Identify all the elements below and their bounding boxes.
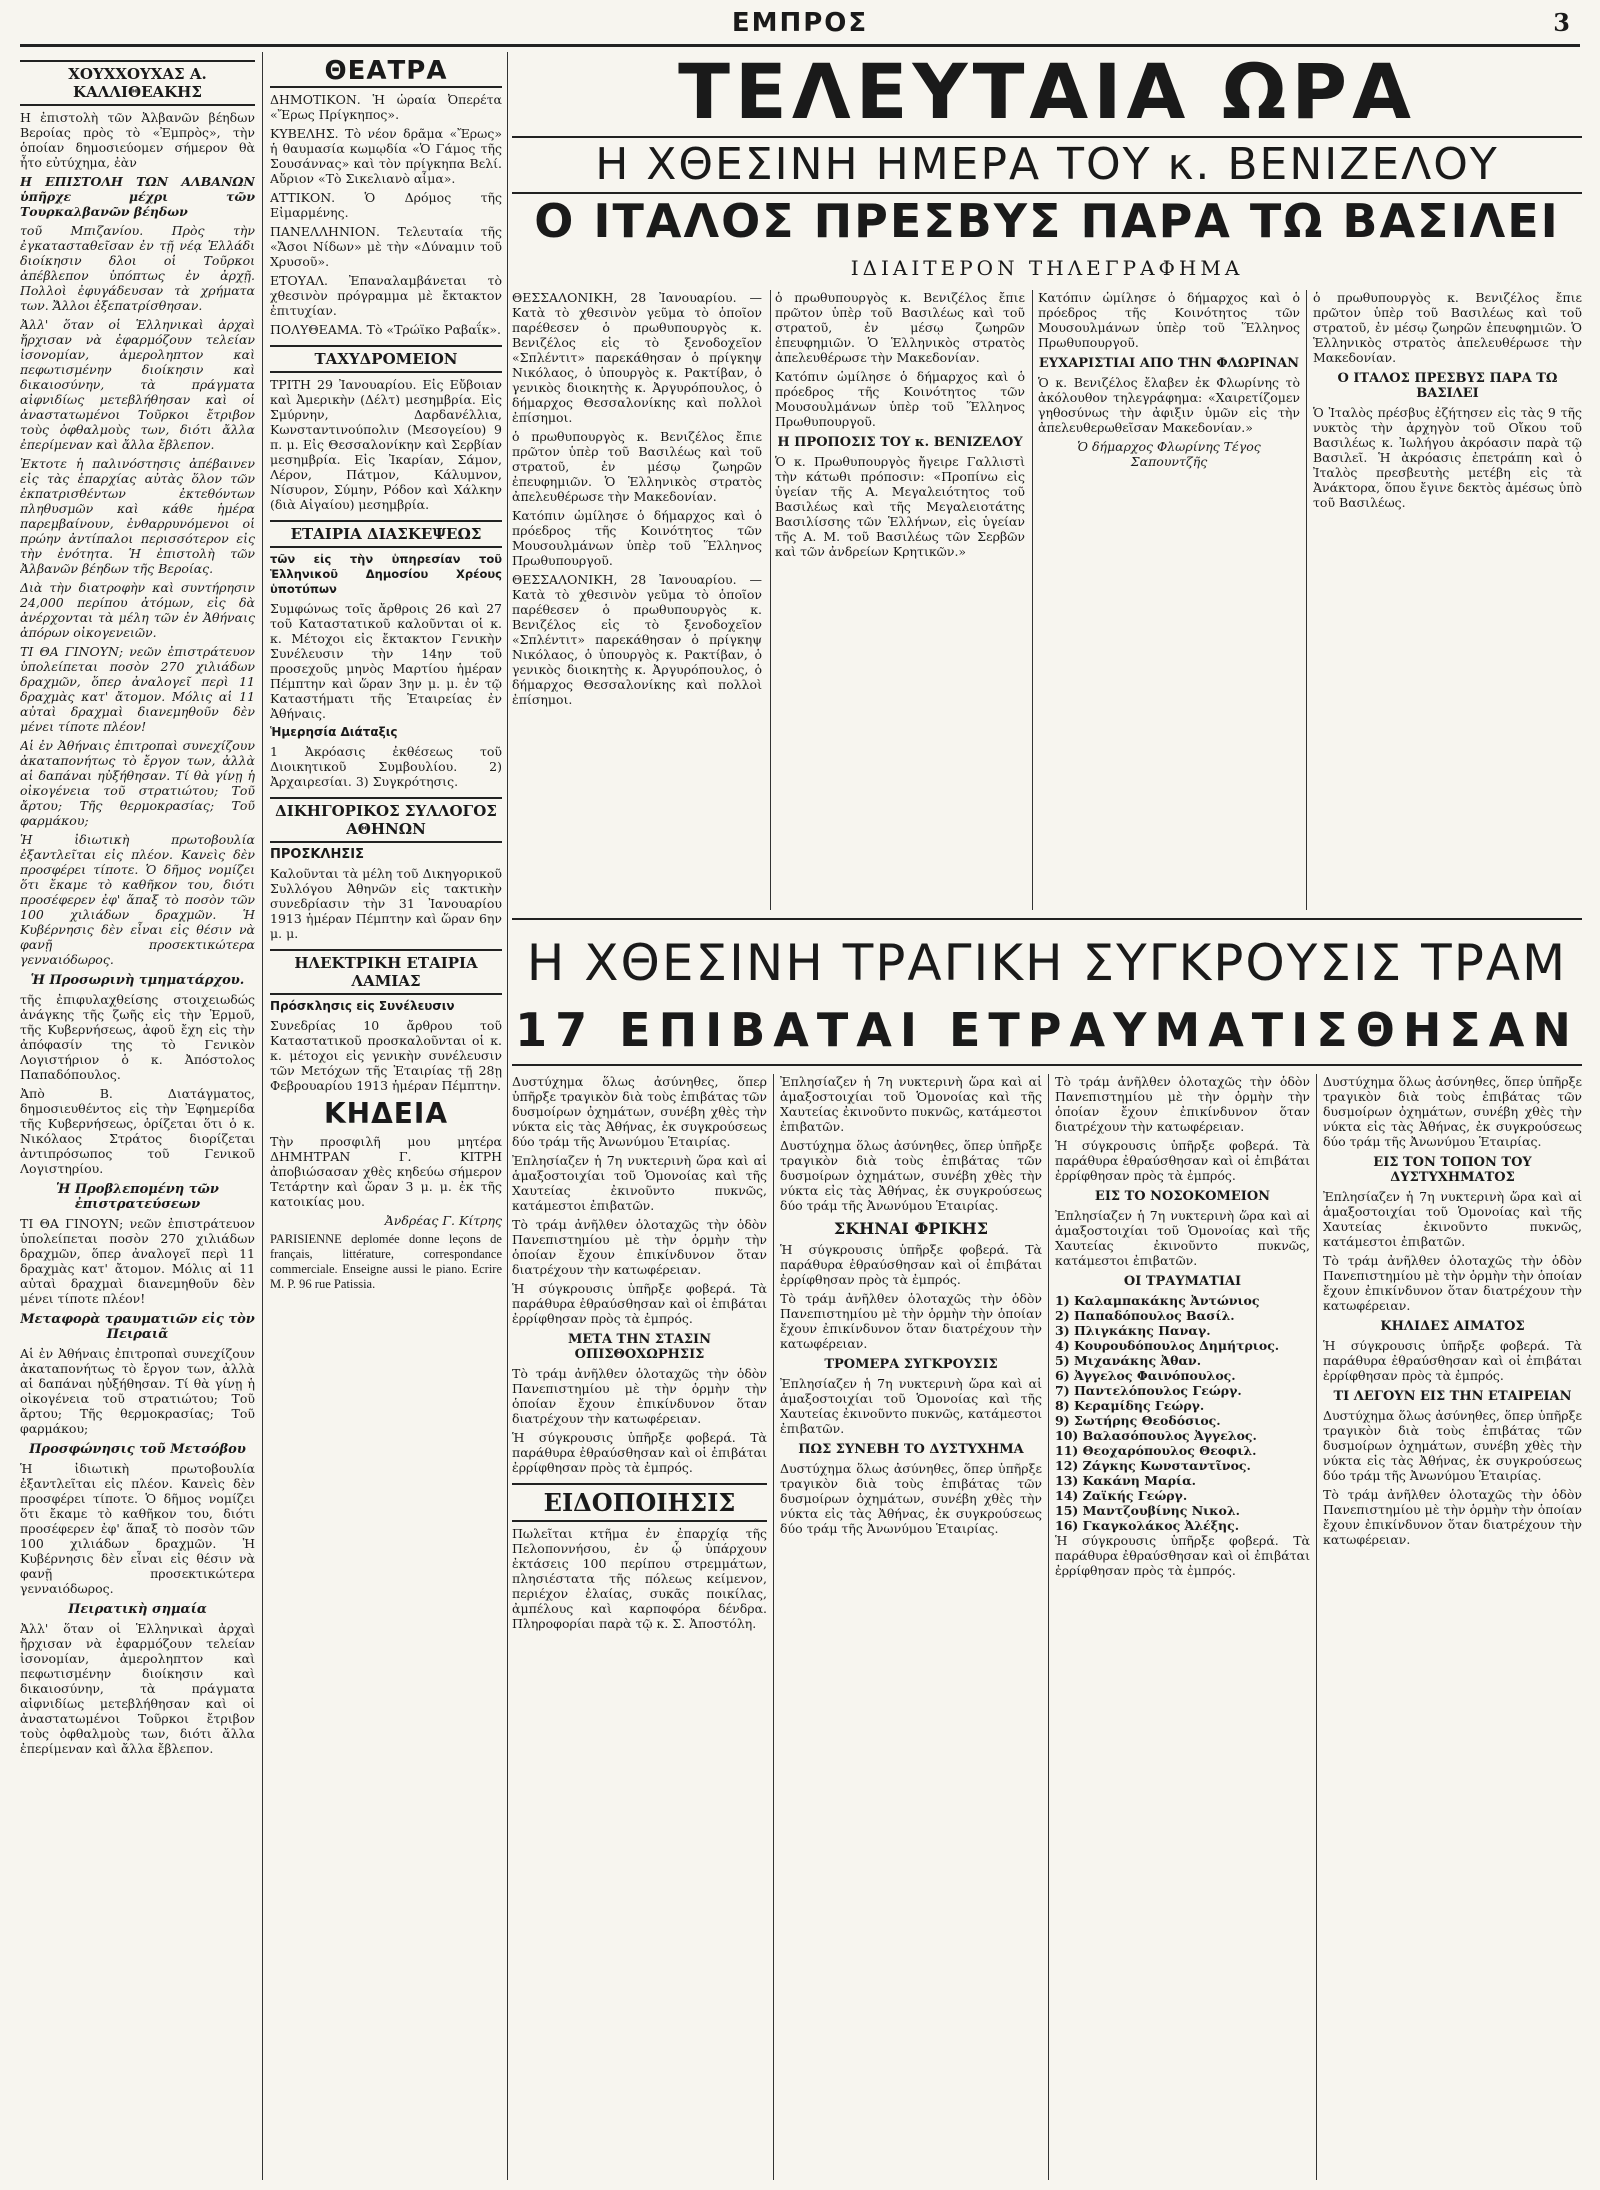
injured-item: 3) Πλιγκάκης Παναγ. [1055,1323,1211,1338]
section-rule [512,1064,1582,1066]
tram-paragraph: Τὸ τράμ ἀνῆλθεν ὁλοταχῶς τὴν ὁδὸν Πανεπιστημίου μὲ τὴν ὁρμὴν τὴν ὁποίαν ἔχουν ἐπικίνδυνον ὅταν διατρέχουν τὴν κατωφέρειαν. [512,1217,767,1277]
tram-col-2 [780,1074,1042,2180]
electric-heading: ΗΛΕΚΤΡΙΚΗ ΕΤΑΙΡΙΑ ΛΑΜΙΑΣ [270,949,502,995]
col1-paragraph: Ἡ ἰδιωτικὴ πρωτοβουλία ἐξαντλεῖται εἰς πλέον. Κανεὶς δὲν προσφέρει τίποτε. Ὁ δῆμος νομίζει ὅτι ἔκαμε τὸ καθῆκον του, διότι προσέφερεν ἐφ' ἅπαξ τὸ ποσὸν τῶν 100 χιλιάδων δραχμῶν. Ἡ Κυβέρνησις δὲν εἶναι εἰς θέσιν νὰ φανῇ προσεκτικώτερα γενναιόδωρος. [20,1461,255,1596]
tram-paragraph: Δυστύχημα ὅλως ἀσύνηθες, ὅπερ ὑπῆρξε τραγικὸν διὰ τοὺς ἐπιβάτας τῶν δυσμοίρων ὀχημάτων, συνέβη χθὲς τὴν νύκτα εἰς τὰς Ἀθήνας, ἐκ συγκρούσεως δύο τράμ τῆς Ἀνωνύμου Ἑταιρίας. [512,1074,767,1149]
injured-item: 2) Παπαδόπουλος Βασίλ. [1055,1308,1235,1323]
telegram-col-3 [1038,290,1300,900]
injured-item: 5) Μιχανάκης Ἀθαν. [1055,1353,1202,1368]
invites-text: Καλοῦνται τὰ μέλη τοῦ Δικηγορικοῦ Συλλόγου Ἀθηνῶν εἰς τακτικὴν συνεδρίασιν τὴν 31 Ἰανουαρίου 1913 ἡμέραν Πέμπτην καὶ ὥραν 6ην μ. μ. [270,866,502,941]
electric-text: Συνεδρίας 10 ἄρθρου τοῦ Καταστατικοῦ προσκαλοῦνται οἱ κ. κ. μέτοχοι εἰς γενικὴν συνέλευσιν τῶν Μετόχων τῆς Ἑταιρίας τῇ 28ῃ Φεβρουαρίου 1913 ἡμέραν Πέμπτην. [270,1018,502,1093]
injured-item: 9) Σωτήρης Θεοδόσιος. [1055,1413,1221,1428]
funeral-heading: ΚΗΔΕΙΑ [323,1097,448,1130]
telegram-paragraph: Κατόπιν ὡμίλησε ὁ δήμαρχος καὶ ὁ πρόεδρος τῆς Κοινότητος τῶν Μουσουλμάνων ὑπὲρ τοῦ Ἕλληνος Πρωθυπουργοῦ. [775,369,1025,429]
telegram-paragraph: Κατόπιν ὡμίλησε ὁ δήμαρχος καὶ ὁ πρόεδρος τῆς Κοινότητος τῶν Μουσουλμάνων ὑπὲρ τοῦ Ἕλληνος Πρωθυπουργοῦ. [512,508,762,568]
col1-paragraph: τῆς ἐπιφυλαχθείσης στοιχειωδώς ἀνάγκης τῆς ζωῆς εἰς τὴν Ἐρμοῦ, τῆς Κυβερνήσεως, ἀφοῦ ἔχη εἰς τὴν ἀπόφασίν της τὸ Γενικὸν Λογιστήριον ὁ κ. Ἀπόστολος Παπαδόπουλος. [20,992,255,1082]
tram-subheading: ΠΩΣ ΣΥΝΕΒΗ ΤΟ ΔΥΣΤΥΧΗΜΑ [798,1442,1024,1457]
injured-item: 16) Γκαγκολάκος Ἀλέξης. [1055,1518,1240,1533]
tram-subheading: ΕΙΣ ΤΟ ΝΟΣΟΚΟΜΕΙΟΝ [1094,1189,1271,1204]
col1-paragraph: Η ἐπιστολὴ τῶν Ἀλβανῶν βέηδων Βεροίας πρὸς τὸ «Ἐμπρὸς», τὴν ὁποίαν δημοσιεύομεν σήμερον θὰ ἦτο εὐτύχημα, ἐὰν [20,110,255,170]
tram-paragraph: Ἐπλησίαζεν ἡ 7η νυκτερινὴ ὥρα καὶ αἱ ἁμαξοστοιχίαι τοῦ Ὁμονοίας καὶ τῆς Χαυτείας ἐκινοῦντο πυκνῶς, κατάμεστοι ἐπιβατῶν. [780,1376,1042,1436]
tram-col-1 [512,1074,767,2180]
col1-heading: ΧΟΥΧΧΟΥΧΑΣ Α. ΚΑΛΛΙΘΕΑΚΗΣ [20,60,255,106]
telegram-paragraph: Ὁ κ. Πρωθυπουργὸς ἤγειρε Γαλλιστὶ τὴν κάτωθι πρόποσιν: «Προπίνω εἰς ὑγείαν τῆς Α. Μεγαλειότητος τοῦ Βασιλέως καὶ τῆς Μεγαλειοτάτης Βασιλίσσης τῶν Ἑλλήνων, εἰς ὑγείαν τῆς Α. Μ. τοῦ Βασιλέως τῶν Σερβῶν καὶ τῶν ἀνδρείων Κρητικῶν.» [775,454,1025,559]
masthead-bar [20,8,1580,47]
tram-paragraph: Τὸ τράμ ἀνῆλθεν ὁλοταχῶς τὴν ὁδὸν Πανεπιστημίου μὲ τὴν ὁρμὴν τὴν ὁποίαν ἔχουν ἐπικίνδυνον ὅταν διατρέχουν τὴν κατωφέρειαν. [780,1291,1042,1351]
tram-paragraph: Δυστύχημα ὅλως ἀσύνηθες, ὅπερ ὑπῆρξε τραγικὸν διὰ τοὺς ἐπιβάτας τῶν δυσμοίρων ὀχημάτων, συνέβη χθὲς τὴν νύκτα εἰς τὰς Ἀθήνας, ἐκ συγκρούσεως δύο τράμ τῆς Ἀνωνύμου Ἑταιρίας. [1323,1408,1582,1483]
telegram-paragraph: Ὁ κ. Βενιζέλος ἔλαβεν ἐκ Φλωρίνης τὸ ἀκόλουθον τηλεγράφημα: «Χαιρετίζομεν γηθοσύνως τὴν ἀφιξιν ὑμῶν εἰς τὴν ἀπελευθερωθεῖσαν Μακεδονίαν.» [1038,375,1300,435]
tram-subheading: ΟΙ ΤΡΑΥΜΑΤΙΑΙ [1123,1274,1242,1289]
col1-subheading: Ἡ Προβλεπομένη τῶν ἐπιστρατεύσεων [56,1182,219,1212]
notices-text: Πωλεῖται κτῆμα ἐν ἐπαρχίᾳ τῆς Πελοποννήσου, ἐν ᾧ ὑπάρχουν ἐκτάσεις 100 περίπου στρεμμάτων, πλησιέστατα τῆς πόλεως κείμενον, περιέχον ἐλαίας, συκᾶς ποικίλας, ἀμπέλους καὶ καρποφόρα δένδρα. Πληροφορίαι παρὰ τῷ κ. Σ. Ἀποστόλη. [512,1526,767,1631]
injured-item: 4) Κουρουδόπουλος Δημήτριος. [1055,1338,1280,1353]
tram-paragraph: Ἡ σύγκρουσις ὑπῆρξε φοβερά. Τὰ παράθυρα ἐθραύσθησαν καὶ οἱ ἐπιβάται ἐρρίφθησαν πρὸς τὰ ἐμπρός. [1055,1533,1310,1578]
telegram-signoff: Ὁ δήμαρχος Φλωρίνης Τέγος Σαπουντζῆς [1077,439,1261,469]
banner-rule [512,192,1582,194]
tram-paragraph: Τὸ τράμ ἀνῆλθεν ὁλοταχῶς τὴν ὁδὸν Πανεπιστημίου μὲ τὴν ὁρμὴν τὴν ὁποίαν ἔχουν ἐπικίνδυνον ὅταν διατρέχουν τὴν κατωφέρειαν. [1055,1074,1310,1134]
telegram-paragraph: ὁ πρωθυπουργὸς κ. Βενιζέλος ἔπιε πρῶτον ὑπὲρ τοῦ Βασιλέως καὶ τοῦ στρατοῦ, ἐν μέσῳ ζωηρῶν ἐπευφημιῶν. Ὁ Ἑλληνικὸς στρατὸς ἀπελευθέρωσε τὴν Μακεδονίαν. [775,290,1025,365]
col1-paragraph: Διὰ τὴν διατροφὴν καὶ συντήρησιν 24,000 περίπου ἀτόμων, εἰς δὰ ἀνέρχονται τὰ μέλη τῶν ἐν Ἀθήναις ἀπόρων οἰκογενειῶν. [20,580,255,640]
telegram-paragraph: Ὁ Ἰταλὸς πρέσβυς ἐζήτησεν εἰς τὰς 9 τῆς νυκτὸς τὴν ἀρχηγὸν τοῦ Οἴκου τοῦ Βασιλέως κ. Ἰωλήγου ἀκρόασιν παρὰ τῷ Βασιλεῖ. Ἡ ἀκρόασις ἐπετράπη καὶ ὁ Ἰταλὸς πρεσβευτὴς μετέβη εἰς τὰ Ἀνάκτορα, ὅπου ἔγινε δεκτὸς ἀμέσως ὑπὸ τοῦ Βασιλέως. [1313,405,1582,510]
injured-item: 8) Κεραμίδης Γεώργ. [1055,1398,1205,1413]
col1-paragraph: Αἱ ἐν Ἀθήναις ἐπιτροπαὶ συνεχίζουν ἀκαταπονήτως τὸ ἔργον των, ἀλλὰ αἱ δαπάναι ηὐξήθησαν. Τί θὰ γίνῃ ἡ οἰκογένεια τοῦ στρατιώτου; Τοῦ ἄρτου; Τῆς θερμοκρασίας; Τοῦ φαρμάκου; [20,1346,255,1436]
post-heading: ΤΑΧΥΔΡΟΜΕΙΟΝ [270,345,502,373]
column-rule [1306,290,1307,910]
telegram-col-1 [512,290,762,900]
theatre-heading: ΘΕΑΤΡΑ [270,56,502,88]
tram-subheading: ΕΙΣ ΤΟΝ ΤΟΠΟΝ ΤΟΥ ΔΥΣΤΥΧΗΜΑΤΟΣ [1373,1155,1532,1185]
col1-paragraph: Αἱ ἐν Ἀθήναις ἐπιτροπαὶ συνεχίζουν ἀκαταπονήτως τὸ ἔργον των, ἀλλὰ αἱ δαπάναι ηὐξήθησαν. Τί θὰ γίνῃ ἡ οἰκογένεια τοῦ στρατιώτου; Τοῦ ἄρτου; Τῆς θερμοκρασίας; Τοῦ φαρμάκου; [20,738,255,828]
tram-col-3 [1055,1074,1310,2180]
tram-subheading: ΤΙ ΛΕΓΟΥΝ ΕΙΣ ΤΗΝ ΕΤΑΙΡΕΙΑΝ [1333,1389,1572,1404]
funeral-text: Τὴν προσφιλῆ μου μητέρα ΔΗΜΗΤΡΑΝ Γ. ΚΙΤΡΗ ἀποβιώσασαν χθὲς κηδεύω σήμερον Τετάρτην καὶ ὥραν 3 μ. μ. ἐκ τῆς κατοικίας μου. [270,1134,502,1209]
notices-heading: ΕΙΔΟΠΟΙΗΣΙΣ [512,1483,767,1522]
funeral-signature: Ἀνδρέας Γ. Κίτρης [384,1213,502,1228]
column-rule [1316,1074,1317,2180]
banner-italian-ambassador: Ο ΙΤΑΛΟΣ ΠΡΕΣΒΥΣ ΠΑΡΑ ΤΩ ΒΑΣΙΛΕΙ [534,194,1560,248]
injured-item: 15) Μαντζουβίνης Νικολ. [1055,1503,1240,1518]
telegram-paragraph: ὁ πρωθυπουργὸς κ. Βενιζέλος ἔπιε πρῶτον ὑπὲρ τοῦ Βασιλέως καὶ τοῦ στρατοῦ, ἐν μέσῳ ζωηρῶν ἐπευφημιῶν. Ὁ Ἑλληνικὸς στρατὸς ἀπελευθέρωσε τὴν Μακεδονίαν. [1313,290,1582,365]
injured-item: 12) Ζάγκης Κωνσταντῖνος. [1055,1458,1251,1473]
column-2 [270,52,502,2180]
tram-subheading: ΣΚΗΝΑΙ ΦΡΙΚΗΣ [833,1219,989,1238]
col1-subheading: Προσφώνησις τοῦ Μετσόβου [29,1442,246,1457]
tram-paragraph: Ἡ σύγκρουσις ὑπῆρξε φοβερά. Τὰ παράθυρα ἐθραύσθησαν καὶ οἱ ἐπιβάται ἐρρίφθησαν πρὸς τὰ ἐμπρός. [512,1281,767,1326]
theatre-item: ΠΟΛΥΘΕΑΜΑ. Τὸ «Τρώϊκο Ραβαΐκ». [270,322,502,337]
telegram-paragraph: Κατόπιν ὡμίλησε ὁ δήμαρχος καὶ ὁ πρόεδρος τῆς Κοινότητος τῶν Μουσουλμάνων ὑπὲρ τοῦ Ἕλληνος Πρωθυπουργοῦ. [1038,290,1300,350]
tram-headline: Η ΧΘΕΣΙΝΗ ΤΡΑΓΙΚΗ ΣΥΓΚΡΟΥΣΙΣ ΤΡΑΜ [526,934,1568,992]
tram-paragraph: Ἡ σύγκρουσις ὑπῆρξε φοβερά. Τὰ παράθυρα ἐθραύσθησαν καὶ οἱ ἐπιβάται ἐρρίφθησαν πρὸς τὰ ἐμπρός. [1055,1138,1310,1183]
tram-paragraph: Τὸ τράμ ἀνῆλθεν ὁλοταχῶς τὴν ὁδὸν Πανεπιστημίου μὲ τὴν ὁρμὴν τὴν ὁποίαν ἔχουν ἐπικίνδυνον ὅταν διατρέχουν τὴν κατωφέρειαν. [1323,1253,1582,1313]
theatre-item: ΔΗΜΟΤΙΚΟΝ. Ἡ ὡραία Ὀπερέτα «Ἔρως Πρίγκηπος». [270,92,502,122]
col1-paragraph: Ἀλλ' ὅταν οἱ Ἑλληνικαὶ ἀρχαὶ ἤρχισαν νὰ ἐφαρμόζουν τελείαν ἰσονομίαν, ἀμεροληπτον καὶ πεφωτισμένην διοίκησιν καὶ δικαιοσύνην, τὰ πράγματα αἰφνιδίως μετεβλήθησαν καὶ οἱ ἀναστατωμένοι Τοῦρκοι ἔτριβον τοὺς ὀφθαλμοὺς των, διότι ἄλλα ἐπερίμεναν καὶ ἄλλα ἔβλεπον. [20,317,255,452]
tram-paragraph: Τὸ τράμ ἀνῆλθεν ὁλοταχῶς τὴν ὁδὸν Πανεπιστημίου μὲ τὴν ὁρμὴν τὴν ὁποίαν ἔχουν ἐπικίνδυνον ὅταν διατρέχουν τὴν κατωφέρειαν. [512,1366,767,1426]
company-heading: ΕΤΑΙΡΙΑ ΔΙΑΣΚΕΨΕΩΣ [270,520,502,548]
company-text: Συμφώνως τοῖς ἄρθροις 26 καὶ 27 τοῦ Καταστατικοῦ καλοῦνται οἱ κ. κ. Μέτοχοι εἰς ἔκτακτον Γενικὴν Συνέλευσιν τὴν 14ην τοῦ προσεχοῦς μηνὸς Μαρτίου ἡμέραν Πέμπτην καὶ ὥραν 3ην μ. μ. ἐν τῷ Καταστήματι τῆς Ἑταιρείας ἐν Ἀθήναις. [270,601,502,721]
column-1 [20,52,255,2180]
tram-col-4 [1323,1074,1582,2180]
tram-subheading: ΜΕΤΑ ΤΗΝ ΣΤΑΣΙΝ ΟΠΙΣΘΟΧΩΡΗΣΙΣ [567,1332,712,1362]
col1-paragraph: Ἡ ἰδιωτικὴ πρωτοβουλία ἐξαντλεῖται εἰς πλέον. Κανεὶς δὲν προσφέρει τίποτε. Ὁ δῆμος νομίζει ὅτι ἔκαμε τὸ καθῆκον του, διότι προσέφερεν ἐφ' ἅπαξ τὸ ποσὸν τῶν 100 χιλιάδων δραχμῶν. Ἡ Κυβέρνησις δὲν εἶναι εἰς θέσιν νὰ φανῇ προσεκτικώτερα γενναιόδωρος. [20,832,255,967]
telegram-col-4 [1313,290,1582,900]
tram-subheading: ΤΡΟΜΕΡΑ ΣΥΓΚΡΟΥΣΙΣ [824,1357,998,1372]
theatre-item: ΑΤΤΙΚΟΝ. Ὁ Δρόμος τῆς Εἰμαρμένης. [270,190,502,220]
col1-paragraph: ΤΙ ΘΑ ΓΙΝΟΥΝ; νεῶν ἐπιστράτευον ὑπολείπεται ποσὸν 270 χιλιάδων δραχμῶν, ὅπερ ἀναλογεῖ περὶ 11 δραχμὰς κατ' ἄτομον. Μόλις αἱ 11 αὐταὶ δραχμαὶ διανεμηθοῦν δὲν μένει τίποτε πλέον! [20,644,255,734]
injured-item: 1) Καλαμπακάκης Ἀντώνιος [1055,1293,1260,1308]
agenda-text: 1 Ἀκρόασις ἐκθέσεως τοῦ Διοικητικοῦ Συμβουλίου. 2) Ἀρχαιρεσίαι. 3) Συγκρότησις. [270,744,502,789]
post-text: ΤΡΙΤΗ 29 Ἰανουαρίου. Εἰς Εὔβοιαν καὶ Ἀμερικὴν (Δέλτ) μεσημβρία. Εἰς Σμύρνην, Δαρδανέλλια, Κωνσταντινούπολιν (Μεσογείου) 9 π. μ. Εἰς Θεσσαλονίκην καὶ Σερβίαν μεσημβρία. Εἰς Ἰκαρίαν, Σάμον, Λέρον, Πάτμον, Κάλυμνον, Νίσυρον, Σύμην, Ρόδον καὶ Χάλκην (διὰ Αἰγαίου) μεσημβρία. [270,377,502,512]
tram-subheadline: 17 ΕΠΙΒΑΤΑΙ ΕΤΡΑΥΜΑΤΙΣΘΗΣΑΝ [515,1003,1579,1057]
injured-item: 11) Θεοχαρόπουλος Θεοφιλ. [1055,1443,1257,1458]
injured-item: 6) Ἀγγελος Φαινόπουλος. [1055,1368,1236,1383]
col1-paragraph: Ἀλλ' ὅταν οἱ Ἑλληνικαὶ ἀρχαὶ ἤρχισαν νὰ ἐφαρμόζουν τελείαν ἰσονομίαν, ἀμεροληπτον καὶ πεφωτισμένην διοίκησιν καὶ δικαιοσύνην, τὰ πράγματα αἰφνιδίως μετεβλήθησαν καὶ οἱ ἀναστατωμένοι Τοῦρκοι ἔτριβον τοὺς ὀφθαλμοὺς των, διότι ἄλλα ἐπερίμεναν καὶ ἄλλα ἔβλεπον. [20,1621,255,1756]
col1-paragraph: Η ΕΠΙΣΤΟΛΗ ΤΩΝ ΑΛΒΑΝΩΝ ὑπῆρχε μέχρι τῶν Τουρκαλβανῶν βέηδων [20,174,255,219]
tram-paragraph: Δυστύχημα ὅλως ἀσύνηθες, ὅπερ ὑπῆρξε τραγικὸν διὰ τοὺς ἐπιβάτας τῶν δυσμοίρων ὀχημάτων, συνέβη χθὲς τὴν νύκτα εἰς τὰς Ἀθήνας, ἐκ συγκρούσεως δύο τράμ τῆς Ἀνωνύμου Ἑταιρίας. [780,1461,1042,1536]
page-number: 3 [1553,8,1570,37]
injured-item: 7) Παντελόπουλος Γεώργ. [1055,1383,1242,1398]
injured-item: 14) Ζαϊκής Γεώργ. [1055,1488,1188,1503]
column-rule [1048,1074,1049,2180]
telegram-paragraph: ὁ πρωθυπουργὸς κ. Βενιζέλος ἔπιε πρῶτον ὑπὲρ τοῦ Βασιλέως καὶ τοῦ στρατοῦ, ἐν μέσῳ ζωηρῶν ἐπευφημιῶν. Ὁ Ἑλληνικὸς στρατὸς ἀπελευθέρωσε τὴν Μακεδονίαν. [512,429,762,504]
telegram-col-2 [775,290,1025,900]
column-rule [507,52,508,2180]
col1-paragraph: ΤΙ ΘΑ ΓΙΝΟΥΝ; νεῶν ἐπιστράτευον ὑπολείπεται ποσὸν 270 χιλιάδων δραχμῶν, ὅπερ ἀναλογεῖ περὶ 11 δραχμὰς κατ' ἄτομον. Μόλις αἱ 11 αὐταὶ δραχμαὶ διανεμηθοῦν δὲν μένει τίποτε πλέον! [20,1216,255,1306]
banner-last-hour: ΤΕΛΕΥΤΑΙΑ ΩΡΑ [678,47,1416,136]
column-rule [773,1074,774,2180]
col1-paragraph: τοῦ Μπιζανίου. Πρὸς τὴν ἐγκατασταθεῖσαν ἐν τῇ νέᾳ Ἑλλάδι διοίκησιν δλοι οἱ Τοῦρκοι ἀπέβλεπον ὑπόπτως ἐν ἀρχῇ. Πολλοὶ ἐφυγάδευσαν τὰ χρήματα των. Ἄλλοι ἐξεπατρίσθησαν. [20,223,255,313]
col1-paragraph: Ἐκτοτε ἡ παλινόστησις ἀπέβαινεν εἰς τὰς ἐπαρχίας αὐτὰς ὅλον τῶν ἐκπατρισθέντων ἐκτεθόντων πληθυσμῶν καὶ κάθε ἡμέρα παρεμβαίνουν, ἐνθαρρυνόμενοι οἱ πρώην ἀντίπαλοι περισσότερον εἰς τὴν ἐνότητα. Ἡ ἐπιστολὴ τῶν Ἀλβανῶν βέηδων τῆς Βεροίας. [20,456,255,576]
theatre-item: ΚΥΒΕΛΗΣ. Τὸ νέον δρᾶμα «Ἔρως» ἡ θαυμασία κωμῳδία «Ὁ Γάμος τῆς Σουσάννας» καὶ τὸν πρίγκηπα Βελί. Αὔριον «Τὸ Σικελιανὸ αἷμα». [270,126,502,186]
injured-item: 13) Κακάνη Μαρία. [1055,1473,1197,1488]
tram-paragraph: Δυστύχημα ὅλως ἀσύνηθες, ὅπερ ὑπῆρξε τραγικὸν διὰ τοὺς ἐπιβάτας τῶν δυσμοίρων ὀχημάτων, συνέβη χθὲς τὴν νύκτα εἰς τὰς Ἀθήνας, ἐκ συγκρούσεως δύο τράμ τῆς Ἀνωνύμου Ἑταιρίας. [1323,1074,1582,1149]
tram-paragraph: Ἐπλησίαζεν ἡ 7η νυκτερινὴ ὥρα καὶ αἱ ἁμαξοστοιχίαι τοῦ Ὁμονοίας καὶ τῆς Χαυτείας ἐκινοῦντο πυκνῶς, κατάμεστοι ἐπιβατῶν. [780,1074,1042,1134]
col1-paragraph: Ἀπὸ Β. Διατάγματος, δημοσιευθέντος εἰς τὴν Ἐφημερίδα τῆς Κυβερνήσεως, ὁρίζεται ὅτι ὁ κ. Νικόλαος Στράτος διορίζεται ἀντιπρόσωπος τοῦ Γενικοῦ Λογιστηρίου. [20,1086,255,1176]
banner-venizelos-day: Η ΧΘΕΣΙΝΗ ΗΜΕΡΑ ΤΟΥ κ. ΒΕΝΙΖΕΛΟΥ [595,139,1499,190]
telegram-subheading: Η ΠΡΟΠΟΣΙΣ ΤΟΥ κ. ΒΕΝΙΖΕΛΟΥ [777,435,1023,450]
tram-paragraph: Ἡ σύγκρουσις ὑπῆρξε φοβερά. Τὰ παράθυρα ἐθραύσθησαν καὶ οἱ ἐπιβάται ἐρρίφθησαν πρὸς τὰ ἐμπρός. [780,1242,1042,1287]
col1-subheading: Μεταφορὰ τραυματιῶν εἰς τὸν Πειραιᾶ [20,1312,255,1342]
col1-subheading: Πειρατικὴ σημαία [68,1602,207,1617]
tram-subheading: ΚΗΛΙΔΕΣ ΑΙΜΑΤΟΣ [1380,1319,1525,1334]
injured-item: 10) Βαλασόπουλος Ἀγγελος. [1055,1428,1257,1443]
tram-paragraph: Ἐπλησίαζεν ἡ 7η νυκτερινὴ ὥρα καὶ αἱ ἁμαξοστοιχίαι τοῦ Ὁμονοίας καὶ τῆς Χαυτείας ἐκινοῦντο πυκνῶς, κατάμεστοι ἐπιβατῶν. [512,1153,767,1213]
column-rule [262,52,263,2180]
tram-paragraph: Τὸ τράμ ἀνῆλθεν ὁλοταχῶς τὴν ὁδὸν Πανεπιστημίου μὲ τὴν ὁρμὴν τὴν ὁποίαν ἔχουν ἐπικίνδυνον ὅταν διατρέχουν τὴν κατωφέρειαν. [1323,1487,1582,1547]
tram-paragraph: Ἡ σύγκρουσις ὑπῆρξε φοβερά. Τὰ παράθυρα ἐθραύσθησαν καὶ οἱ ἐπιβάται ἐρρίφθησαν πρὸς τὰ ἐμπρός. [512,1430,767,1475]
theatre-item: ΕΤΟΥΑΛ. Ἐπαναλαμβάνεται τὸ χθεσινὸν πρόγραμμα μὲ ἔκτακτον ἐπιτυχίαν. [270,273,502,318]
masthead-title: ΕΜΠΡΟΣ [731,8,869,38]
column-rule [1032,290,1033,910]
parisienne-notice: PARISIENNE deplomée donne leçons de français, littérature, correspondance commerciale. Enseigne aussi le piano. Ecrire M. P. 96 rue Patissia. [270,1232,502,1291]
telegram-subheading: Ο ΙΤΑΛΟΣ ΠΡΕΣΒΥΣ ΠΑΡΑ ΤΩ ΒΑΣΙΛΕΙ [1337,371,1558,401]
tram-paragraph: Ἐπλησίαζεν ἡ 7η νυκτερινὴ ὥρα καὶ αἱ ἁμαξοστοιχίαι τοῦ Ὁμονοίας καὶ τῆς Χαυτείας ἐκινοῦντο πυκνῶς, κατάμεστοι ἐπιβατῶν. [1323,1189,1582,1249]
telegram-subheading: ΕΥΧΑΡΙΣΤΙΑΙ ΑΠΟ ΤΗΝ ΦΛΩΡΙΝΑΝ [1038,356,1300,371]
company-subheading: τῶν εἰς τὴν ὑπηρεσίαν τοῦ Ἑλληνικοῦ Δημοσίου Χρέους ὑποτύπων [270,552,502,596]
tram-paragraph: Ἡ σύγκρουσις ὑπῆρξε φοβερά. Τὰ παράθυρα ἐθραύσθησαν καὶ οἱ ἐπιβάται ἐρρίφθησαν πρὸς τὰ ἐμπρός. [1323,1338,1582,1383]
col1-subheading: Ἡ Προσωρινὴ τμηματάρχου. [30,973,245,988]
agenda-heading: Ἡμερησία Διάταξις [270,725,398,739]
section-rule [512,918,1582,920]
tram-paragraph: Ἐπλησίαζεν ἡ 7η νυκτερινὴ ὥρα καὶ αἱ ἁμαξοστοιχίαι τοῦ Ὁμονοίας καὶ τῆς Χαυτείας ἐκινοῦντο πυκνῶς, κατάμεστοι ἐπιβατῶν. [1055,1208,1310,1268]
banner-rule [512,136,1582,138]
column-rule [770,290,771,910]
lawyers-heading: ΔΙΚΗΓΟΡΙΚΟΣ ΣΥΛΛΟΓΟΣ ΑΘΗΝΩΝ [270,797,502,843]
telegram-paragraph: ΘΕΣΣΑΛΟΝΙΚΗ, 28 Ἰανουαρίου. — Κατὰ τὸ χθεσινὸν γεῦμα τὸ ὁποῖον παρέθεσεν ὁ πρωθυπουργὸς κ. Βενιζέλος εἰς τὸ ξενοδοχεῖον «Σπλέντιτ» παρεκάθησαν ὁ πρίγκηψ Νικόλαος, ὁ ὑπουργὸς κ. Ρακτίβαν, ὁ γενικὸς διοικητὴς κ. Ἀργυρόπουλος, ὁ δήμαρχος Θεσσαλονίκης καὶ πολλοὶ ἐπίσημοι. [512,572,762,707]
telegram-paragraph: ΘΕΣΣΑΛΟΝΙΚΗ, 28 Ἰανουαρίου. — Κατὰ τὸ χθεσινὸν γεῦμα τὸ ὁποῖον παρέθεσεν ὁ πρωθυπουργὸς κ. Βενιζέλος εἰς τὸ ξενοδοχεῖον «Σπλέντιτ» παρεκάθησαν ὁ πρίγκηψ Νικόλαος, ὁ ὑπουργὸς κ. Ρακτίβαν, ὁ γενικὸς διοικητὴς κ. Ἀργυρόπουλος, ὁ δήμαρχος Θεσσαλονίκης καὶ πολλοὶ ἐπίσημοι. [512,290,762,425]
tram-paragraph: Δυστύχημα ὅλως ἀσύνηθες, ὅπερ ὑπῆρξε τραγικὸν διὰ τοὺς ἐπιβάτας τῶν δυσμοίρων ὀχημάτων, συνέβη χθὲς τὴν νύκτα εἰς τὰς Ἀθήνας, ἐκ συγκρούσεως δύο τράμ τῆς Ἀνωνύμου Ἑταιρίας. [780,1138,1042,1213]
electric-subheading: Πρόσκλησις εἰς Συνέλευσιν [270,999,455,1013]
invites-heading: ΠΡΟΣΚΛΗΣΙΣ [270,847,364,862]
banner-special-telegram: ΙΔΙΑΙΤΕΡΟΝ ΤΗΛΕΓΡΑΦΗΜΑ [850,256,1244,280]
theatre-item: ΠΑΝΕΛΛΗΝΙΟΝ. Τελευταία τῆς «Ἄσοι Νίδων» μὲ τὴν «Δύναμιν τοῦ Χρυσοῦ». [270,224,502,269]
